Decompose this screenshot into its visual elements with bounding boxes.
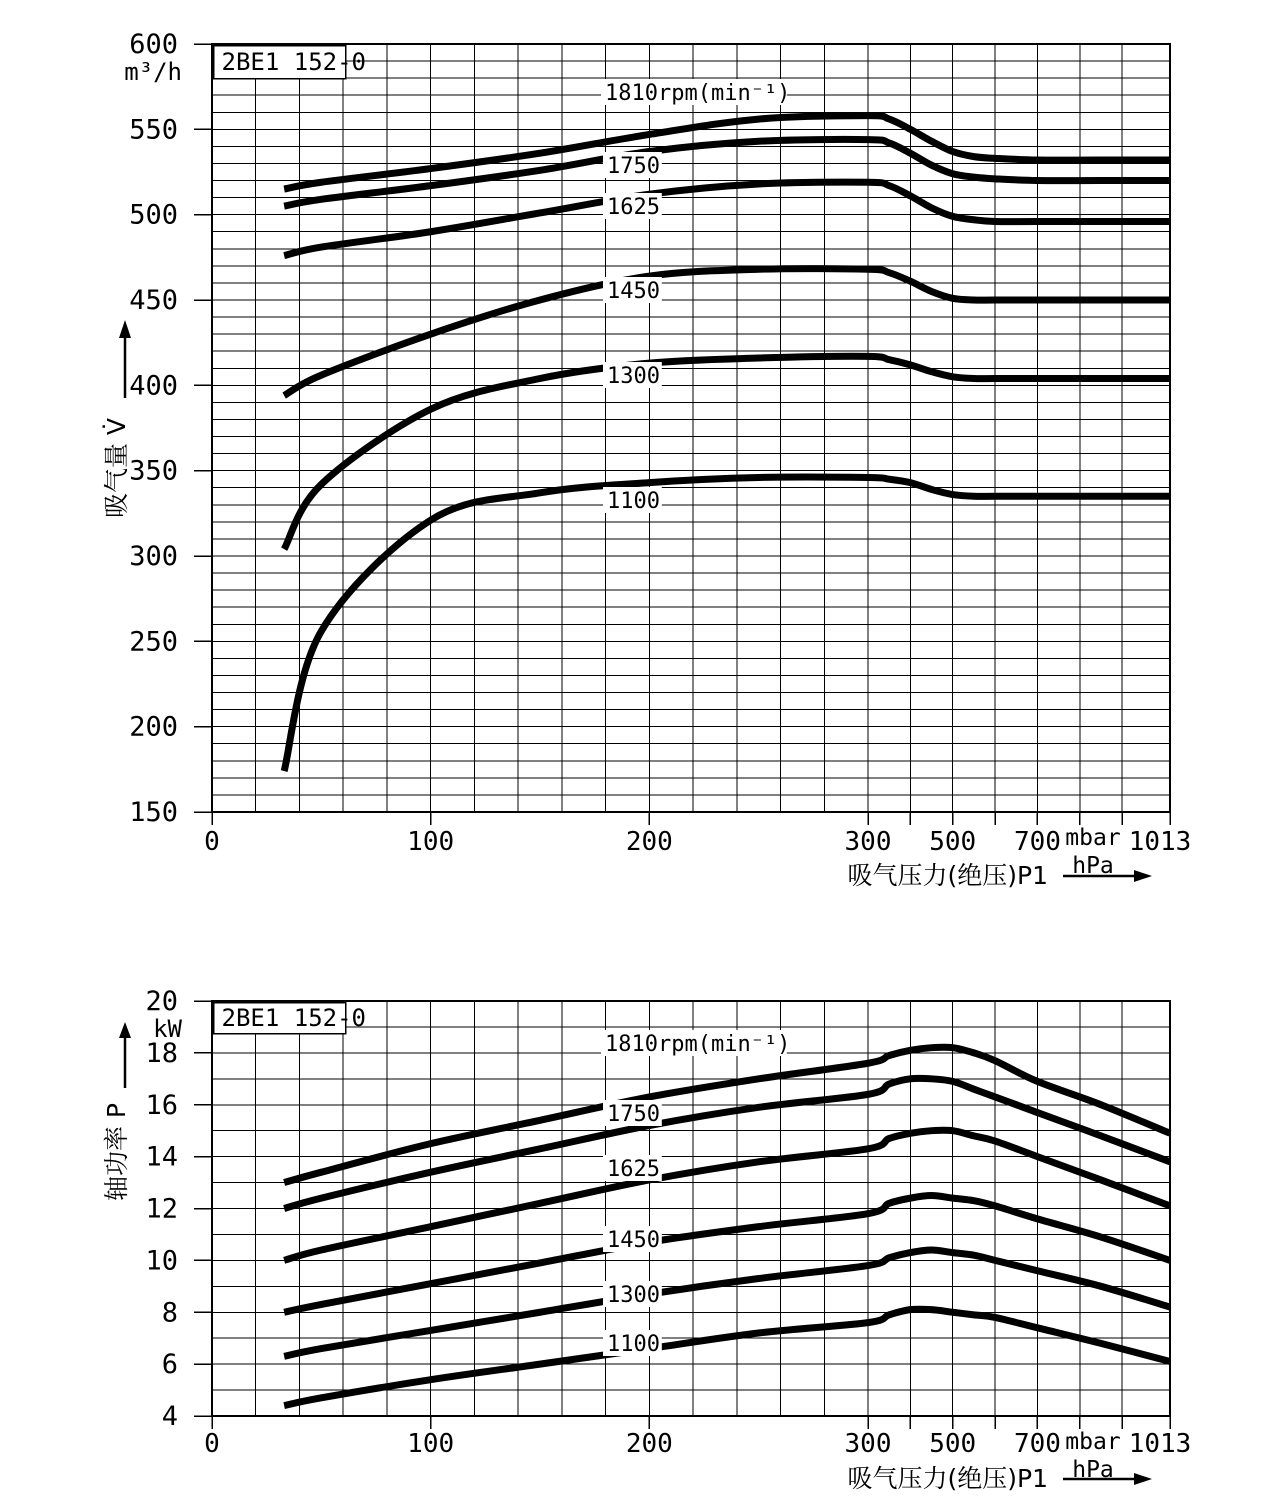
x-tick-label: 200 (625, 827, 673, 857)
series-label-1300 (603, 362, 662, 389)
x-unit-mbar: mbar (1065, 1429, 1121, 1455)
series-label-text: 1625 (607, 195, 660, 220)
power-chart (102, 986, 1191, 1493)
x-tick-label: 100 (407, 1429, 455, 1459)
y-tick-label: 16 (145, 1089, 178, 1121)
x-tick-label: 300 (844, 827, 892, 857)
y-tick-label: 300 (129, 541, 178, 572)
y-tick-label: 12 (145, 1193, 178, 1225)
model-box-text: 2BE1 152-0 (221, 1004, 366, 1032)
y-axis-title-text: 吸气量 V̇ (102, 417, 131, 519)
y-tick-label: 600 (129, 29, 178, 60)
series-label-text: 1450 (607, 1228, 660, 1253)
x-tick-label: 100 (407, 827, 455, 857)
series-label-1750 (603, 152, 662, 179)
series-label-1450 (603, 1226, 662, 1253)
x-tick-label: 0 (204, 1429, 220, 1459)
x-axis-title-text: 吸气压力(绝压)P1 (847, 1464, 1048, 1493)
y-tick-label: 500 (129, 199, 178, 231)
y-tick-label: 200 (129, 711, 178, 743)
x-tick-label: 500 (929, 1429, 977, 1459)
series-label-text: 1810rpm(min⁻¹) (605, 81, 791, 106)
x-tick-label: 0 (204, 827, 220, 857)
model-box (214, 46, 367, 79)
series-label-1810 (601, 79, 790, 106)
series-label-1625 (603, 193, 662, 220)
y-unit-label: kW (153, 1015, 182, 1043)
y-unit-label: m³/h (124, 58, 182, 86)
x-tick-label: 1013 (1128, 1429, 1192, 1459)
x-axis-title-text: 吸气压力(绝压)P1 (847, 861, 1048, 890)
y-axis (124, 29, 212, 828)
y-axis-title (102, 320, 131, 518)
series-label-text: 1450 (607, 279, 660, 304)
series-label-text: 1750 (607, 1102, 660, 1127)
series-label-1100 (603, 487, 662, 514)
grid (212, 1001, 1170, 1416)
y-tick-label: 20 (145, 986, 178, 1017)
x-tick-label: 300 (844, 1429, 892, 1459)
y-axis-arrow-head (119, 1022, 131, 1038)
series-label-1450 (603, 277, 662, 304)
y-tick-label: 8 (161, 1297, 178, 1329)
y-tick-label: 4 (161, 1401, 178, 1432)
x-tick-label: 700 (1013, 827, 1061, 857)
x-tick-label: 700 (1013, 1429, 1061, 1459)
series-label-1810 (601, 1030, 790, 1057)
x-tick-label: 1013 (1128, 827, 1192, 857)
x-unit-hpa: hPa (1072, 1457, 1114, 1483)
model-box (214, 1003, 367, 1034)
x-axis-arrow-head (1134, 1473, 1152, 1485)
x-axis-arrow-head (1134, 870, 1152, 882)
series-label-text: 1625 (607, 1157, 660, 1182)
y-axis (145, 986, 212, 1432)
y-axis-title (102, 1022, 131, 1201)
y-tick-label: 450 (129, 285, 178, 316)
y-tick-label: 350 (129, 455, 178, 487)
series-label-1625 (603, 1155, 662, 1182)
y-tick-label: 150 (129, 797, 178, 828)
y-axis-title-text: 轴功率 P (102, 1102, 131, 1202)
x-unit-hpa: hPa (1072, 853, 1114, 879)
series-label-text: 1100 (607, 489, 660, 514)
y-tick-label: 250 (129, 626, 178, 658)
series-label-1100 (603, 1330, 662, 1357)
series-label-text: 1300 (607, 364, 660, 389)
capacity-chart (102, 29, 1191, 890)
y-tick-label: 18 (145, 1037, 178, 1069)
y-tick-label: 400 (129, 370, 178, 402)
series-label-1750 (603, 1100, 662, 1127)
x-unit-mbar: mbar (1065, 825, 1121, 851)
x-tick-label: 500 (929, 827, 977, 857)
model-box-text: 2BE1 152-0 (221, 48, 366, 76)
y-tick-label: 14 (145, 1141, 178, 1173)
series-label-text: 1750 (607, 154, 660, 179)
series-label-text: 1300 (607, 1283, 660, 1308)
y-tick-label: 550 (129, 114, 178, 146)
x-tick-label: 200 (625, 1429, 673, 1459)
y-tick-label: 10 (145, 1245, 178, 1277)
series-label-1300 (603, 1281, 662, 1308)
y-tick-label: 6 (161, 1349, 178, 1381)
series-label-text: 1810rpm(min⁻¹) (605, 1032, 791, 1057)
series-label-text: 1100 (607, 1332, 660, 1357)
y-axis-arrow-head (119, 320, 131, 338)
